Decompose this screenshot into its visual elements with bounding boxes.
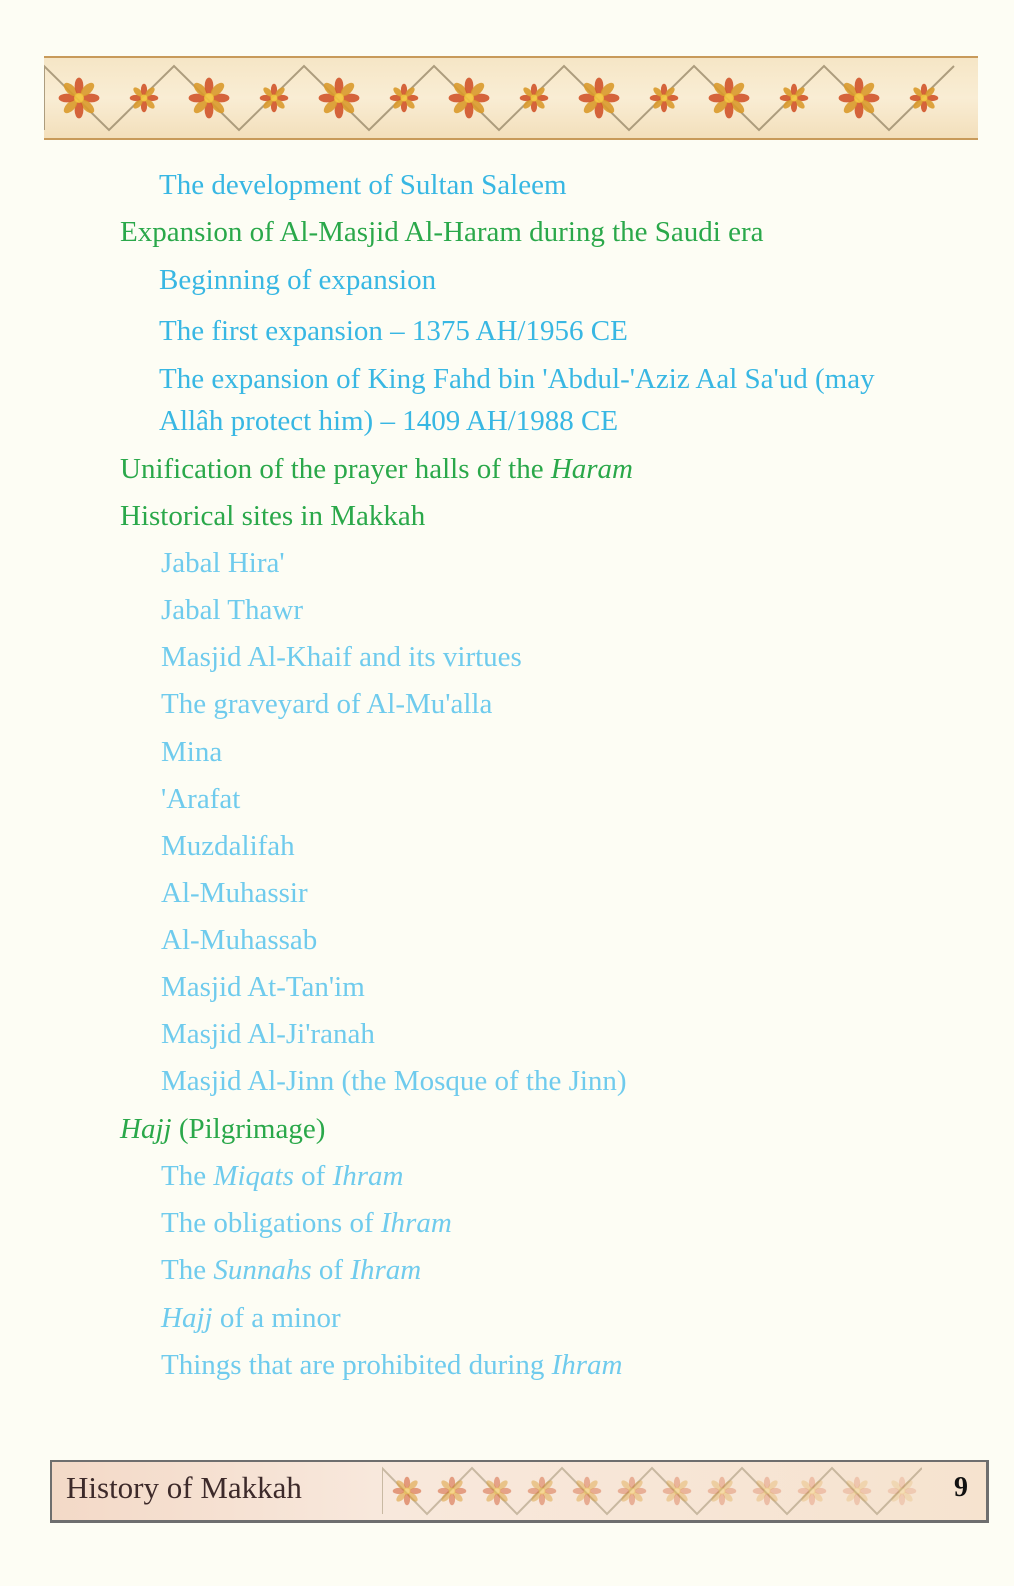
toc-item: The Miqats of Ihram [161, 1160, 404, 1192]
toc-item: The graveyard of Al-Mu'alla [161, 688, 493, 720]
toc-item: Hajj (Pilgrimage) [120, 1113, 326, 1145]
toc-item: Jabal Hira' [161, 547, 285, 579]
toc-item: Al-Muhassab [161, 924, 318, 956]
toc-item: Things that are prohibited during Ihram [161, 1349, 623, 1381]
toc-item: 'Arafat [161, 783, 241, 815]
toc-item: Masjid Al-Khaif and its virtues [161, 641, 522, 673]
toc-item: Hajj of a minor [161, 1302, 341, 1334]
toc-item: Expansion of Al-Masjid Al-Haram during the Saudi era [120, 216, 764, 248]
book-title: History of Makkah [66, 1470, 302, 1505]
floral-ornament-icon [382, 1464, 922, 1518]
toc-item: Beginning of expansion [159, 264, 437, 296]
toc-item: Masjid Al-Jinn (the Mosque of the Jinn) [161, 1065, 627, 1097]
page-footer [50, 1460, 989, 1523]
toc-item: Al-Muhassir [161, 877, 308, 909]
toc-item: Mina [161, 736, 223, 768]
page-number: 9 [954, 1472, 968, 1503]
toc-item: The expansion of King Fahd bin 'Abdul-'Aziz Aal Sa'ud (may Allâh protect him) – 1409 AH/1988 CE [159, 363, 875, 437]
toc-item: Masjid Al-Ji'ranah [161, 1018, 375, 1050]
top-ornament-border [44, 56, 978, 140]
toc-item: Muzdalifah [161, 830, 295, 862]
toc-item: The first expansion – 1375 AH/1956 CE [159, 315, 628, 347]
toc-item: Masjid At-Tan'im [161, 971, 365, 1003]
toc-item: Historical sites in Makkah [120, 500, 426, 532]
toc-item: The development of Sultan Saleem [159, 169, 567, 201]
toc-item: Unification of the prayer halls of the Haram [120, 453, 633, 485]
toc-item: The Sunnahs of Ihram [161, 1254, 422, 1286]
toc-item: The obligations of Ihram [161, 1207, 452, 1239]
toc-item: Jabal Thawr [161, 594, 303, 626]
floral-ornament-icon [44, 58, 978, 138]
